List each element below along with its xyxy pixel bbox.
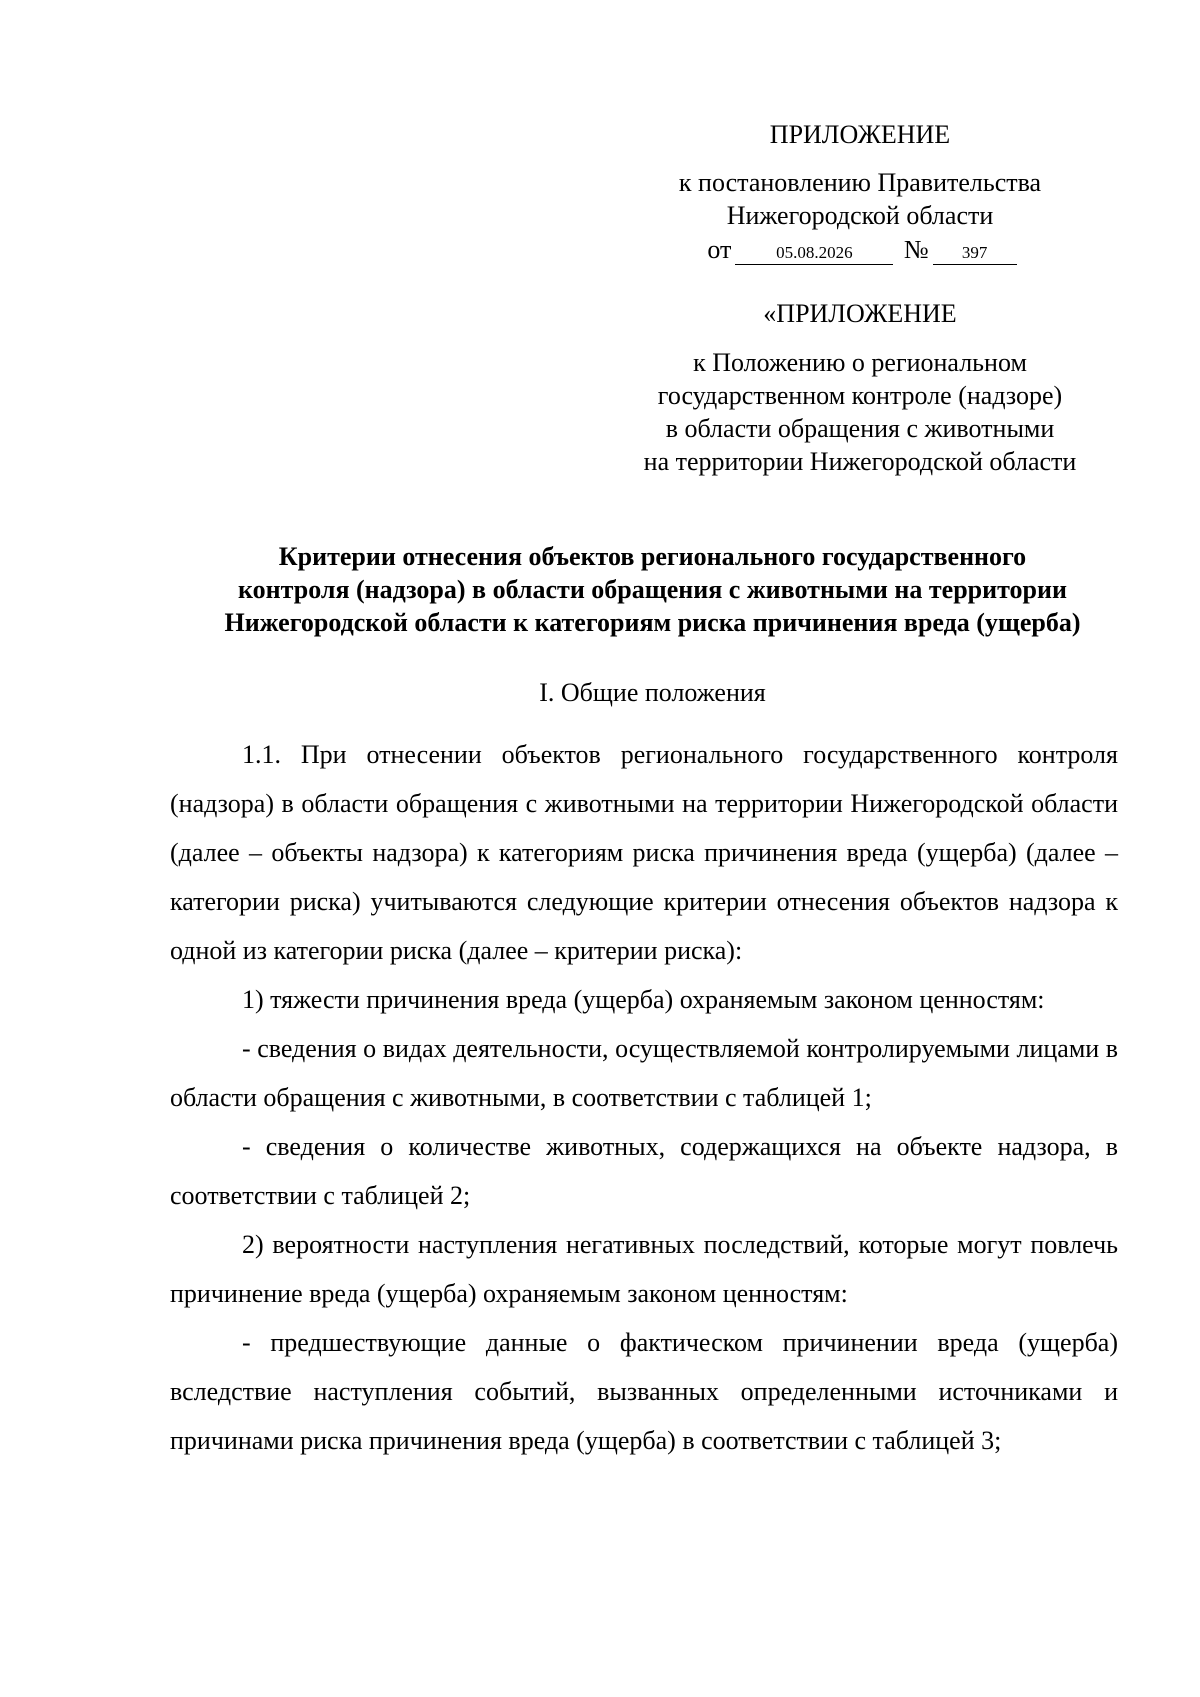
- paragraph-1-1: 1.1. При отнесении объектов регионального государственного контроля (надзора) в области обращения с животными на территории Нижегородской области (далее – объекты надзора) к категориям риска причинения вреда (ущерба) (далее – категории риска) учитываются следующие критерии отнесения объектов надзора к одной из категории риска (далее – критерии риска):: [170, 740, 1118, 965]
- document-title: [170, 540, 1135, 639]
- resolution-line-2: Нижегородской области: [726, 201, 994, 230]
- section-heading: I. Общие положения: [539, 678, 766, 707]
- number-label: №: [903, 235, 929, 264]
- paragraph-probability: 2) вероятности наступления негативных последствий, которые могут повлечь причинение вреда (ущерба) охраняемым законом ценностям:: [170, 1230, 1118, 1308]
- regulation-line-1: к Положению о региональном: [693, 348, 1027, 377]
- date-value: 05.08.2026: [735, 242, 893, 265]
- body-text: [170, 730, 1118, 1465]
- paragraph-animal-count: - сведения о количестве животных, содержащихся на объекте надзора, в соответствии с таблицей 2;: [170, 1132, 1118, 1210]
- paragraph-activity-types: - сведения о видах деятельности, осуществляемой контролируемыми лицами в области обращения с животными, в соответствии с таблицей 1;: [170, 1034, 1118, 1112]
- resolution-line-1: к постановлению Правительства: [678, 168, 1042, 197]
- paragraph-severity: 1) тяжести причинения вреда (ущерба) охраняемым законом ценностям:: [242, 985, 1045, 1014]
- document-title-line-1: Критерии отнесения объектов регионального государственного: [278, 542, 1027, 571]
- date-label: от: [707, 235, 732, 264]
- document-title-line-3: Нижегородской области к категориям риска причинения вреда (ущерба): [224, 608, 1081, 637]
- paragraph-prior-data: - предшествующие данные о фактическом причинении вреда (ущерба) вследствие наступления событий, вызванных определенными источниками и причинами риска причинения вреда (ущерба) в соответствии с таблицей 3;: [170, 1328, 1118, 1455]
- document-title-line-2: контроля (надзора) в области обращения с животными на территории: [238, 575, 1067, 604]
- resolution-reference: [560, 166, 1160, 232]
- appendix-title-2: «ПРИЛОЖЕНИЕ: [763, 299, 957, 328]
- regulation-line-4: на территории Нижегородской области: [643, 447, 1077, 476]
- regulation-line-2: государственном контроле (надзоре): [657, 381, 1063, 410]
- regulation-line-3: в области обращения с животными: [665, 414, 1055, 443]
- number-value: 397: [933, 242, 1017, 265]
- appendix-title: ПРИЛОЖЕНИЕ: [769, 120, 951, 149]
- date-number-line: [560, 233, 1160, 266]
- regulation-reference: [560, 346, 1160, 478]
